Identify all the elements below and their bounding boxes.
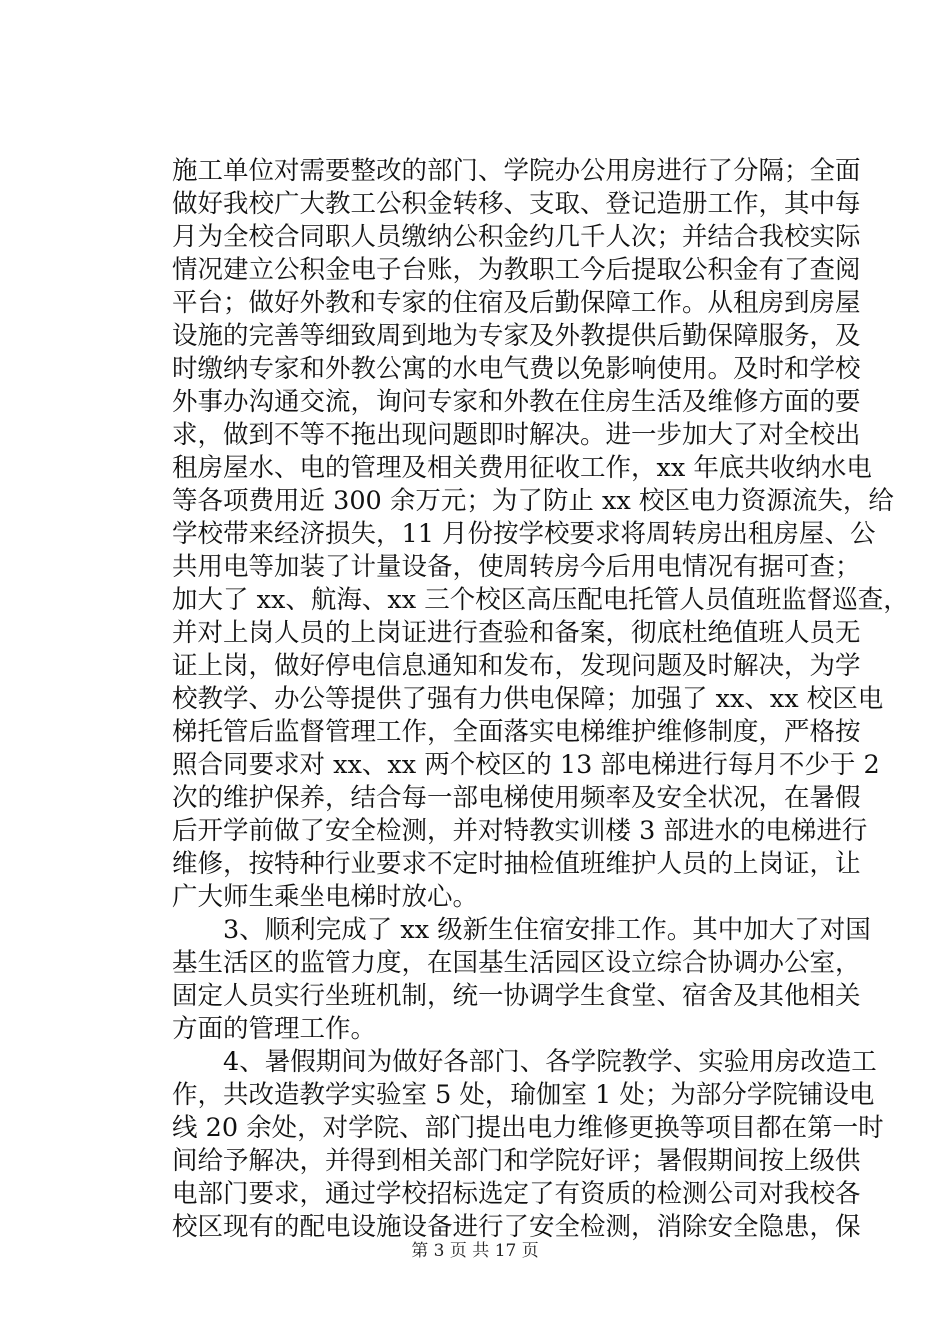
body-line: 3、顺利完成了 xx 级新生住宿安排工作。其中加大了对国 [172,915,871,945]
body-line: 线 20 余处，对学院、部门提出电力维修更换等项目都在第一时 [172,1113,884,1143]
document-body [172,155,909,1244]
body-line: 间给予解决，并得到相关部门和学院好评；暑假期间按上级供 [172,1146,861,1176]
body-line: 作，共改造教学实验室 5 处，瑜伽室 1 处；为部分学院铺设电 [172,1080,875,1110]
body-line: 证上岗，做好停电信息通知和发布，发现问题及时解决，为学 [172,651,861,681]
body-line: 校教学、办公等提供了强有力供电保障；加强了 xx、xx 校区电 [172,684,884,714]
body-line: 设施的完善等细致周到地为专家及外教提供后勤保障服务，及 [172,321,861,351]
body-line: 并对上岗人员的上岗证进行查验和备案，彻底杜绝值班人员无 [172,618,861,648]
body-line: 后开学前做了安全检测，并对特教实训楼 3 部进水的电梯进行 [172,816,868,846]
body-line: 照合同要求对 xx、xx 两个校区的 13 部电梯进行每月不少于 2 [172,750,880,780]
body-line: 共用电等加装了计量设备，使周转房今后用电情况有据可查； [172,552,861,582]
body-line: 梯托管后监督管理工作，全面落实电梯维护维修制度，严格按 [172,717,861,747]
body-line: 情况建立公积金电子台账，为教职工今后提取公积金有了查阅 [172,255,861,285]
body-line: 时缴纳专家和外教公寓的水电气费以免影响使用。及时和学校 [172,354,861,384]
body-line: 维修，按特种行业要求不定时抽检值班维护人员的上岗证，让 [172,849,861,879]
body-line: 电部门要求，通过学校招标选定了有资质的检测公司对我校各 [172,1179,861,1209]
body-line: 学校带来经济损失，11 月份按学校要求将周转房出租房屋、公 [172,519,876,549]
body-line: 施工单位对需要整改的部门、学院办公用房进行了分隔；全面 [172,156,861,186]
body-line: 固定人员实行坐班机制，统一协调学生食堂、宿舍及其他相关 [172,981,861,1011]
body-line: 校区现有的配电设施设备进行了安全检测，消除安全隐患，保 [172,1212,861,1242]
body-line: 广大师生乘坐电梯时放心。 [172,882,479,912]
body-line: 次的维护保养，结合每一部电梯使用频率及安全状况，在暑假 [172,783,861,813]
body-line: 加大了 xx、航海、xx 三个校区高压配电托管人员值班监督巡查， [172,585,909,615]
body-line: 平台；做好外教和专家的住宿及后勤保障工作。从租房到房屋 [172,288,861,318]
body-line: 方面的管理工作。 [172,1014,377,1044]
body-line: 月为全校合同职人员缴纳公积金约几千人次；并结合我校实际 [172,222,861,252]
body-line: 基生活区的监管力度，在国基生活园区设立综合协调办公室， [172,948,861,978]
body-line: 求，做到不等不拖出现问题即时解决。进一步加大了对全校出 [172,420,861,450]
body-line: 4、暑假期间为做好各部门、各学院教学、实验用房改造工 [172,1047,877,1077]
body-line: 外事办沟通交流，询问专家和外教在住房生活及维修方面的要 [172,387,861,417]
body-line: 做好我校广大教工公积金转移、支取、登记造册工作，其中每 [172,189,861,219]
body-line: 等各项费用近 300 余万元；为了防止 xx 校区电力资源流失，给 [172,486,894,516]
body-line: 租房屋水、电的管理及相关费用征收工作，xx 年底共收纳水电 [172,453,872,483]
page-number-footer: 第 3 页 共 17 页 [411,1241,539,1261]
